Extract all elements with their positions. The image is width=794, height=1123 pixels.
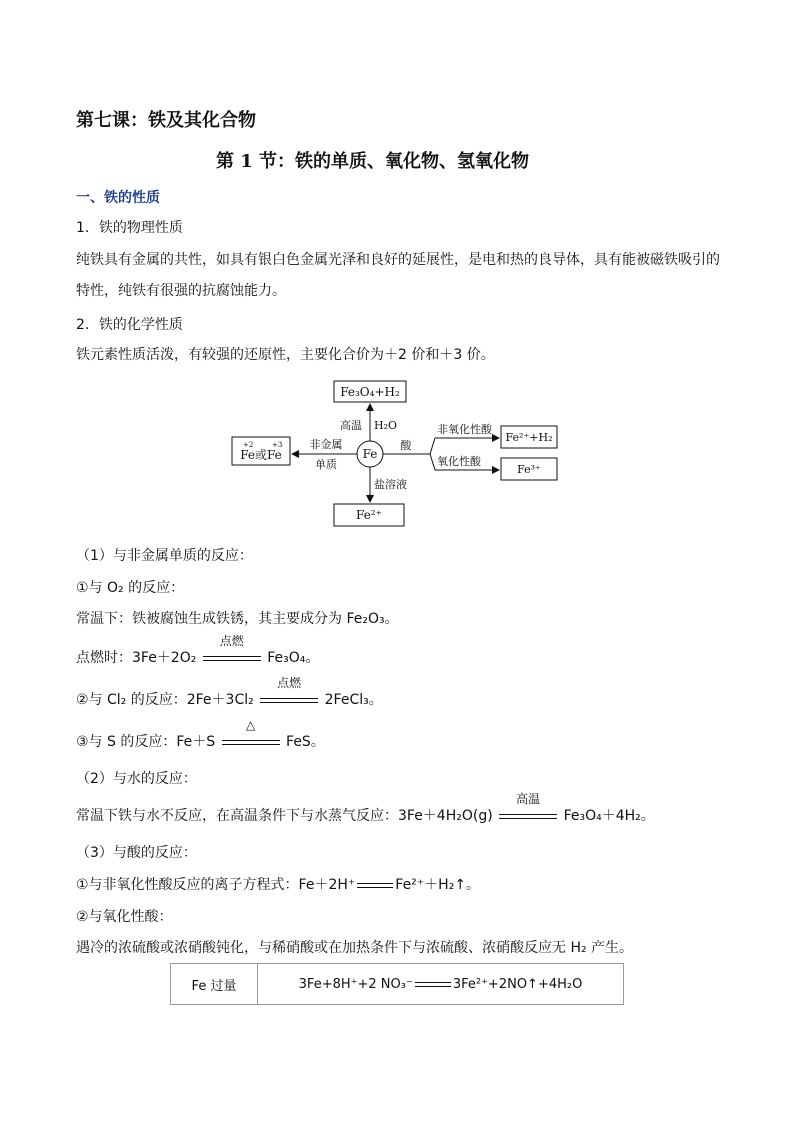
o2-ignite-condition: 点燃 xyxy=(219,634,244,648)
water-condition-arrow xyxy=(497,792,559,826)
water-equation xyxy=(76,792,655,826)
branch-connector-bottom xyxy=(430,454,435,470)
bottom-product-text: Fe²⁺ xyxy=(356,508,382,522)
table-eq-equals xyxy=(415,982,451,987)
cl2-condition-arrow xyxy=(258,676,320,710)
table-eq-products: 3Fe²⁺+2NO↑+4H₂O xyxy=(452,976,583,992)
s-equation xyxy=(76,718,325,752)
left-ox-state-1: +2 xyxy=(243,441,254,449)
top-product-text: Fe₃O₄+H₂ xyxy=(340,385,400,399)
o2-ignite-equation xyxy=(76,634,320,668)
cl2-reactants: ②与 Cl₂ 的反应：2Fe＋3Cl₂ xyxy=(76,692,254,708)
subheading-chemical: 2．铁的化学性质 xyxy=(76,317,183,333)
branch-bottom-label: 氧化性酸 xyxy=(437,455,481,468)
iron-reaction-diagram xyxy=(230,378,570,530)
heading-iron-properties: 一、铁的性质 xyxy=(76,190,160,206)
subheading-physical: 1．铁的物理性质 xyxy=(76,220,183,236)
reaction-table xyxy=(170,963,624,1005)
water-condition: 高温 xyxy=(516,792,541,806)
water-products: Fe₃O₄＋4H₂。 xyxy=(563,808,655,824)
left-ox-state-2: +3 xyxy=(272,441,283,449)
right-label: 酸 xyxy=(400,439,412,452)
top-label-right: H₂O xyxy=(374,419,398,432)
s-condition-arrow xyxy=(220,718,282,752)
s-condition: △ xyxy=(245,718,256,732)
left-product-text: Fe或Fe xyxy=(240,448,282,462)
table-cell-condition: Fe 过量 xyxy=(171,964,258,1005)
s-products: FeS。 xyxy=(286,734,325,750)
s-reactants: ③与 S 的反应：Fe＋S xyxy=(76,734,216,750)
physical-text-line2: 特性，纯铁有很强的抗腐蚀能力。 xyxy=(76,283,286,299)
acid1-reactants: ①与非氧化性酸反应的离子方程式：Fe＋2H⁺ xyxy=(76,877,356,893)
physical-text-line1: 纯铁具有金属的共性，如具有银白色金属光泽和良好的延展性，是电和热的良导体，具有能被磁铁吸引的 xyxy=(76,252,720,268)
o2-ignite-condition-arrow xyxy=(201,634,263,668)
branch-connector-top xyxy=(430,438,435,454)
branch-top-text: Fe²⁺+H₂ xyxy=(505,431,553,444)
cl2-products: 2FeCl₃。 xyxy=(324,692,383,708)
section-acid: （3）与酸的反应： xyxy=(76,845,197,861)
o2-normal-text: 常温下：铁被腐蚀生成铁锈，其主要成分为 Fe₂O₃。 xyxy=(76,611,399,627)
water-reactants: 常温下铁与水不反应，在高温条件下与水蒸气反应：3Fe＋4H₂O(g) xyxy=(76,808,493,824)
o2-ignite-reactants: 点燃时：3Fe＋2O₂ xyxy=(76,650,197,666)
o2-title: ①与 O₂ 的反应： xyxy=(76,580,185,596)
bottom-label: 盐溶液 xyxy=(374,478,407,491)
table-row xyxy=(171,964,624,1005)
section-title: 第 1 节：铁的单质、氧化物、氢氧化物 xyxy=(216,151,530,172)
acid2-text: 遇冷的浓硫酸或浓硝酸钝化，与稀硝酸或在加热条件下与浓硫酸、浓硝酸反应无 H₂ 产生。 xyxy=(76,940,634,956)
cl2-equation xyxy=(76,676,383,710)
table-eq-reactants: 3Fe+8H⁺+2 NO₃⁻ xyxy=(298,976,413,992)
left-label-bottom: 单质 xyxy=(315,458,337,471)
lesson-title: 第七课：铁及其化合物 xyxy=(76,110,256,131)
acid1-equation xyxy=(76,875,480,895)
table-cell-equation xyxy=(258,964,624,1005)
acid1-equals xyxy=(357,883,393,888)
o2-ignite-products: Fe₃O₄。 xyxy=(267,650,320,666)
cl2-condition: 点燃 xyxy=(277,676,302,690)
section-water: （2）与水的反应： xyxy=(76,771,197,787)
left-label-top: 非金属 xyxy=(309,438,343,451)
acid1-products: Fe²⁺＋H₂↑。 xyxy=(395,877,481,893)
top-label-left: 高温 xyxy=(340,419,362,432)
acid2-title: ②与氧化性酸： xyxy=(76,909,173,925)
branch-bottom-text: Fe³⁺ xyxy=(517,463,541,476)
section-nonmetal: （1）与非金属单质的反应： xyxy=(76,548,253,564)
center-fe-label: Fe xyxy=(362,447,378,461)
chemical-intro: 铁元素性质活泼，有较强的还原性，主要化合价为＋2 价和＋3 价。 xyxy=(76,347,495,363)
branch-top-label: 非氧化性酸 xyxy=(437,423,492,436)
